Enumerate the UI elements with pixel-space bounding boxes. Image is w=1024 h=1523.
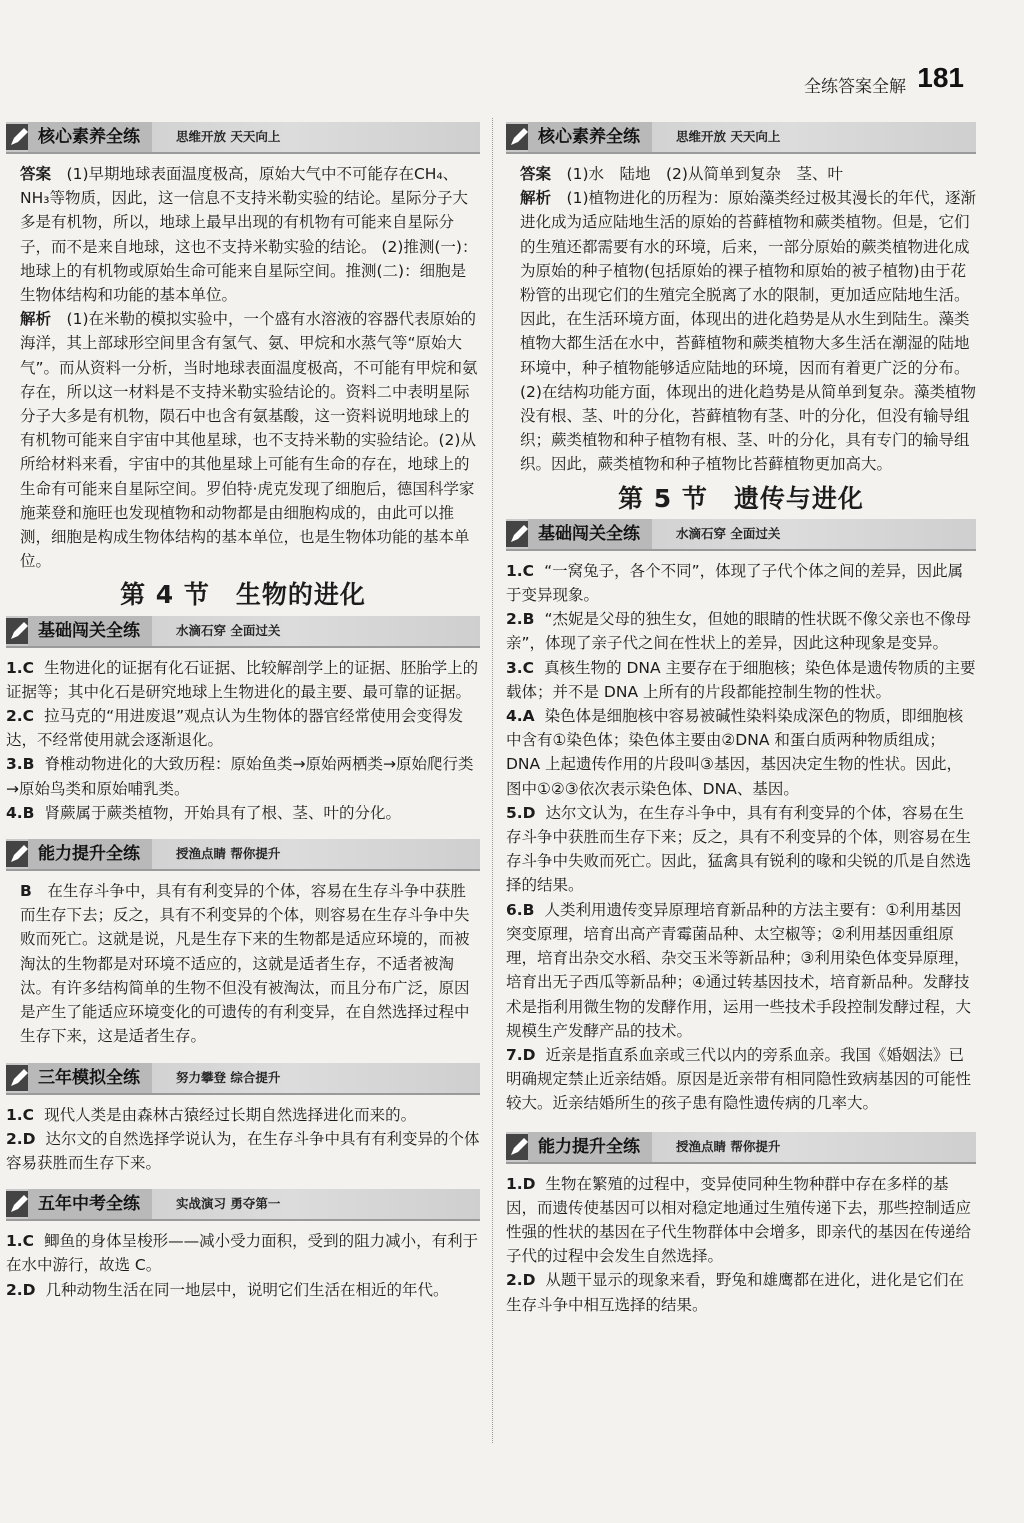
banner-subtitle: 水滴石穿 全面过关 — [176, 622, 281, 638]
list-item: 2.D 几种动物生活在同一地层中，说明它们生活在相近的年代。 — [6, 1280, 449, 1299]
banner-title: 核心素养全练 — [28, 122, 152, 152]
list-item: 1.C “一窝兔子，各个不同”，体现了子代个体之间的差异，因此属于变异现象。 — [506, 561, 964, 605]
list-item: 1.C 现代人类是由森林古猿经过长期自然选择进化而来的。 — [6, 1105, 417, 1124]
banner-title: 基础闯关全练 — [28, 616, 152, 646]
list-item: 1.D 生物在繁殖的过程中，变异使同种生物种群中存在多样的基因，而遗传使基因可以相对稳定地通过生殖传递下去，那些控制适应性强的性状的基因在子代生物群体中会增多，即亲代的基因在传递给子代的过程中会发生自然选择。 — [506, 1174, 972, 1266]
list-item: 3.B 脊椎动物进化的大致历程：原始鱼类→原始两栖类→原始爬行类→原始鸟类和原始哺乳类。 — [6, 755, 474, 798]
list-item: 2.B “杰妮是父母的独生女，但她的眼睛的性状既不像父亲也不像母亲”，体现了亲子代之间在性状上的差异，因此这种现象是变异。 — [506, 610, 972, 653]
banner-basic — [6, 616, 480, 648]
banner-title: 五年中考全练 — [28, 1189, 152, 1219]
banner-subtitle: 实战演习 勇夺第一 — [176, 1196, 281, 1212]
banner-subtitle: 思维开放 天天向上 — [676, 129, 781, 144]
banner-title: 核心素养全练 — [528, 122, 652, 152]
page-header — [0, 0, 1024, 100]
banner-three-year — [6, 1063, 480, 1095]
column-divider — [492, 118, 493, 1443]
banner-core-literacy — [506, 122, 976, 154]
left-column — [6, 118, 480, 1302]
section-title: 第 5 节 遗传与进化 — [618, 483, 864, 513]
list-item: 4.A 染色体是细胞核中容易被碱性染料染成深色的物质，即细胞核中含有①染色体；染色体主要由②DNA 和蛋白质两种物质组成；DNA 上起遗传作用的片段叫③基因，基因决定生物的性状。因此，图中①②③依次表示染色体、DNA、基因。 — [506, 707, 964, 798]
banner-ability — [6, 839, 480, 871]
banner-subtitle: 授渔点睛 帮你提升 — [176, 846, 281, 862]
analysis-text: (1)在米勒的模拟实验中，一个盛有水溶液的容器代表原始的海洋，其上部球形空间里含有氢气、氨、甲烷和水蒸气等“原始大气”。而从资料一分析，当时地球表面温度极高，不可能有甲烷和氨存在，所以这一材料是不支持米勒实验结论的。资料二中表明星际分子大多是有机物，陨石中也含有氨基酸，这一资料说明地球上的有机物可能来自宇宙中其他星球，也不支持米勒的实验结论。(2)从所给材料来看，宇宙中的其他星球上可能有生命的存在，地球上的生命有可能来自星际空间。罗伯特·虎克发现了细胞后，德国科学家施莱登和施旺也发现植物和动物都是由细胞构成的，由此可以推测，细胞是构成生物体结构的基本单位，也是生物体功能的基本单位。 — [20, 310, 478, 571]
banner-ability — [506, 1132, 976, 1164]
list-item: 6.B 人类利用遗传变异原理培育新品种的方法主要有：①利用基因突变原理，培育出高产青霉菌品种、太空椒等；②利用基因重组原理，培育出杂交水稻、杂交玉米等新品种；③利用染色体变异原理，培育出无子西瓜等新品种；④通过转基因技术，培育新品种。发酵技术是指利用微生物的发酵作用，运用一些技术手段控制发酵过程，大规模生产发酵产品的技术。 — [506, 900, 972, 1040]
banner-subtitle: 水滴石穿 全面过关 — [676, 525, 781, 541]
list-item: 5.D 达尔文认为，在生存斗争中，具有有利变异的个体，容易在生存斗争中获胜而生存下来；反之，具有不利变异的个体，则容易在生存斗争中失败而死亡。因此，猛禽具有锐利的喙和尖锐的爪是自然选择的结果。 — [506, 803, 972, 895]
list-item: 2.C 拉马克的“用进废退”观点认为生物体的器官经常使用会变得发达，不经常使用就会逐渐退化。 — [6, 707, 464, 750]
analysis-label: 解析 — [20, 310, 52, 329]
answer-paragraph — [6, 162, 480, 307]
banner-five-year — [6, 1189, 480, 1221]
list-item: 7.D 近亲是指直系血亲或三代以内的旁系血亲。我国《婚姻法》已明确规定禁止近亲结婚。原因是近亲带有相同隐性致病基因的可能性较大。近亲结婚所生的孩子患有隐性遗传病的几率大。 — [506, 1045, 972, 1113]
list-item: 2.D 从题干显示的现象来看，野兔和雄鹰都在进化，进化是它们在生存斗争中相互选择的结果。 — [506, 1271, 965, 1314]
answer-label: 答案 — [20, 165, 52, 183]
answer-paragraph: 答案 (1)水 陆地 (2)从简单到复杂 茎、叶 — [520, 165, 843, 183]
banner-subtitle: 努力攀登 综合提升 — [176, 1069, 281, 1085]
list-item: 3.C 真核生物的 DNA 主要存在于细胞核；染色体是遗传物质的主要载体；并不是 DNA 上所有的片段都能控制生物的性状。 — [506, 658, 976, 701]
list-item: 1.C 鲫鱼的身体呈梭形——减小受力面积，受到的阻力减小，有利于在水中游行，故选 C。 — [6, 1232, 479, 1275]
answer-text: (1)早期地球表面温度极高，原始大气中不可能存在CH₄、NH₃等物质，因此，这一信息不支持米勒实验的结论。星际分子大多是有机物，所以，地球上最早出现的有机物有可能来自星际分子，而不是来自地球，这也不支持米勒实验的结论。 (2)推测(一)：地球上的有机物或原始生命可能来自星际空间。推测(二)：细胞是生物体结构和功能的基本单位。 — [20, 165, 478, 305]
analysis-paragraph — [6, 307, 480, 573]
banner-core-literacy — [6, 122, 480, 154]
banner-title: 能力提升全练 — [28, 839, 152, 869]
list-item: 2.D 达尔文的自然选择学说认为，在生存斗争中具有有利变异的个体容易获胜而生存下来。 — [6, 1129, 480, 1172]
banner-title: 三年模拟全练 — [28, 1063, 152, 1093]
page-number: 181 — [917, 62, 964, 93]
banner-basic — [506, 519, 976, 551]
header-label: 全练答案全解 — [804, 77, 906, 97]
right-column — [506, 118, 976, 1317]
list-item: 4.B 肾蕨属于蕨类植物，开始具有了根、茎、叶的分化。 — [6, 803, 402, 822]
banner-subtitle: 思维开放 天天向上 — [176, 129, 281, 144]
analysis-paragraph: 解析 (1)植物进化的历程为：原始藻类经过极其漫长的年代，逐渐进化成为适应陆地生活的原始的苔藓植物和蕨类植物。但是，它们的生殖还都需要有水的环境，后来，一部分原始的蕨类植物进化成为原始的种子植物(包括原始的裸子植物和原始的被子植物)由于花粉管的出现它们的生殖完全脱离了水的限制，更加适应陆地生活。因此，在生活环境方面，体现出的进化趋势是从水生到陆生。藻类植物大都生活在水中，苔藓植物和蕨类植物大多生活在潮湿的陆地环境中，种子植物能够适应陆地的环境，因而有着更广泛的分布。(2)在结构功能方面，体现出的进化趋势是从简单到复杂。藻类植物没有根、茎、叶的分化，苔藓植物有茎、叶的分化，但没有输导组织；蕨类植物和种子植物有根、茎、叶的分化，具有专门的输导组织。因此，蕨类植物和种子植物比苔藓植物更加高大。 — [520, 189, 976, 474]
list-item: 1.C 生物进化的证据有化石证据、比较解剖学上的证据、胚胎学上的证据等；其中化石是研究地球上生物进化的最主要、最可靠的证据。 — [6, 658, 479, 701]
ability-paragraph: B 在生存斗争中，具有有利变异的个体，容易在生存斗争中获胜而生存下去；反之，具有不利变异的个体，则容易在生存斗争中失败而死亡。这就是说，凡是生存下来的生物都是适应环境的，而被淘汰的生物都是对环境不适应的，这就是适者生存，不适者被淘汰。有许多结构简单的生物不但没有被淘汰，而且分布广泛，原因是产生了能适应环境变化的可遗传的有利变异，在自然选择过程中生存下来，这是适者生存。 — [20, 882, 470, 1046]
banner-subtitle: 授渔点睛 帮你提升 — [676, 1138, 781, 1154]
banner-title: 能力提升全练 — [528, 1132, 652, 1162]
section-title: 第 4 节 生物的进化 — [120, 580, 366, 610]
banner-title: 基础闯关全练 — [528, 519, 652, 549]
